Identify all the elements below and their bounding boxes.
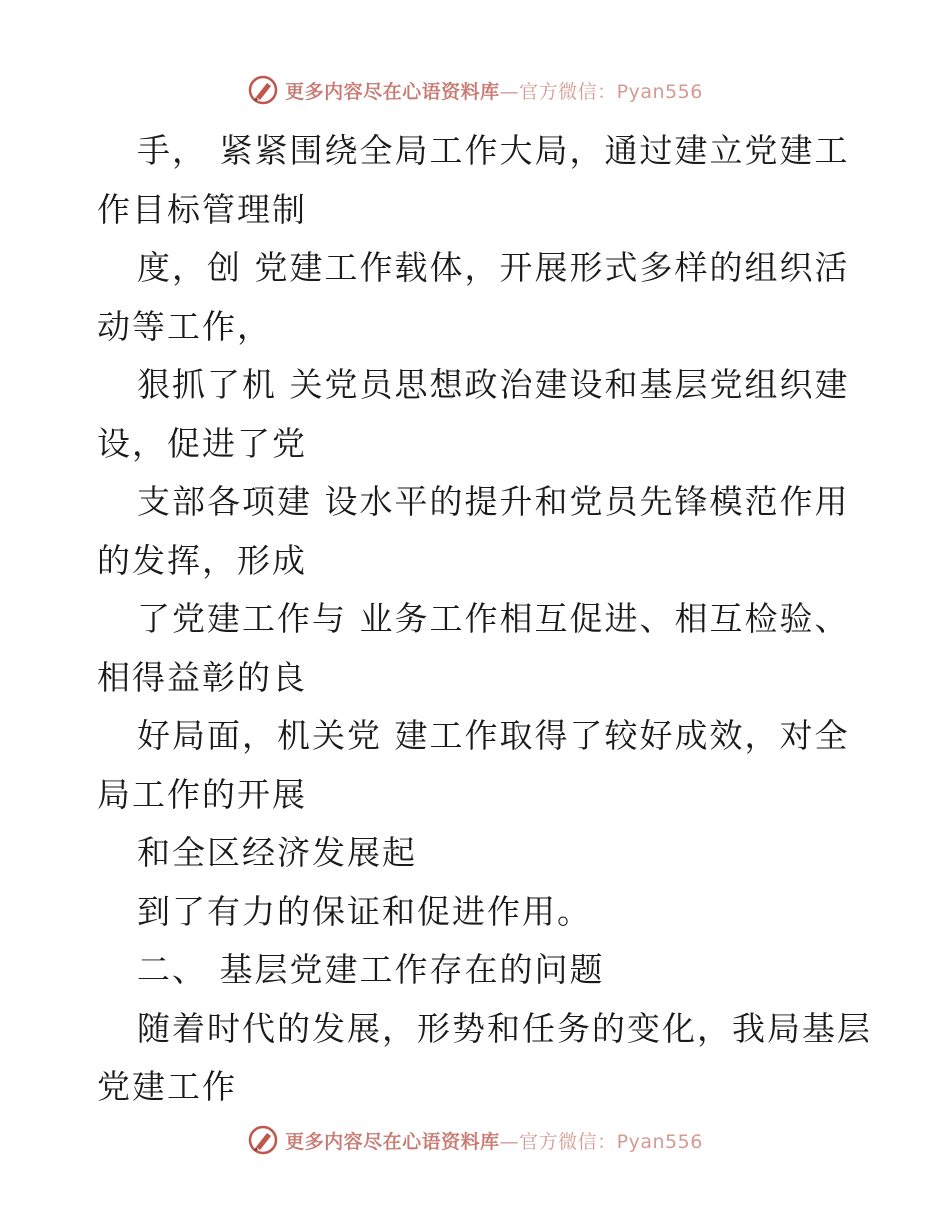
text-line: 支部各项建 设水平的提升和党员先锋模范作用 — [137, 482, 850, 521]
text-line: 二、 基层党建工作存在的问题 — [137, 950, 605, 989]
banner-main-text: 更多内容尽在心语资料库 — [285, 1130, 500, 1153]
banner-official-text: 官方微信：Pyan556 — [519, 1130, 703, 1153]
banner-dash: — — [499, 80, 520, 103]
header-banner — [0, 70, 950, 110]
text-line: 动等工作， — [97, 306, 272, 346]
document-body — [97, 122, 872, 1117]
text-line: 好局面，机关党 建工作取得了较好成效，对全 — [137, 716, 850, 755]
text-line: 狠抓了机 关党员思想政治建设和基层党组织建 — [137, 365, 850, 404]
text-line: 设，促进了党 — [97, 423, 307, 463]
text-line: 作目标管理制 — [97, 189, 307, 229]
banner-dash: — — [499, 1130, 520, 1153]
text-line: 到了有力的保证和促进作用。 — [137, 891, 592, 931]
text-line: 相得益彰的良 — [97, 657, 307, 697]
banner-official-text: 官方微信：Pyan556 — [519, 80, 703, 103]
text-line: 随着时代的发展，形势和任务的变化，我局基层 — [137, 1008, 872, 1048]
text-line: 和全区经济发展起 — [137, 833, 417, 872]
text-line: 了党建工作与 业务工作相互促进、相互检验、 — [137, 599, 850, 638]
pen-logo-icon — [247, 74, 279, 106]
text-line: 手， 紧紧围绕全局工作大局，通过建立党建工 — [137, 131, 850, 170]
banner-main-text: 更多内容尽在心语资料库 — [285, 80, 500, 103]
pen-logo-icon — [247, 1124, 279, 1156]
text-line: 度，创 党建工作载体，开展形式多样的组织活 — [137, 248, 850, 287]
text-line: 的发挥，形成 — [97, 540, 307, 580]
footer-banner — [0, 1120, 950, 1160]
text-line: 局工作的开展 — [97, 774, 307, 814]
text-line: 党建工作 — [97, 1067, 237, 1106]
